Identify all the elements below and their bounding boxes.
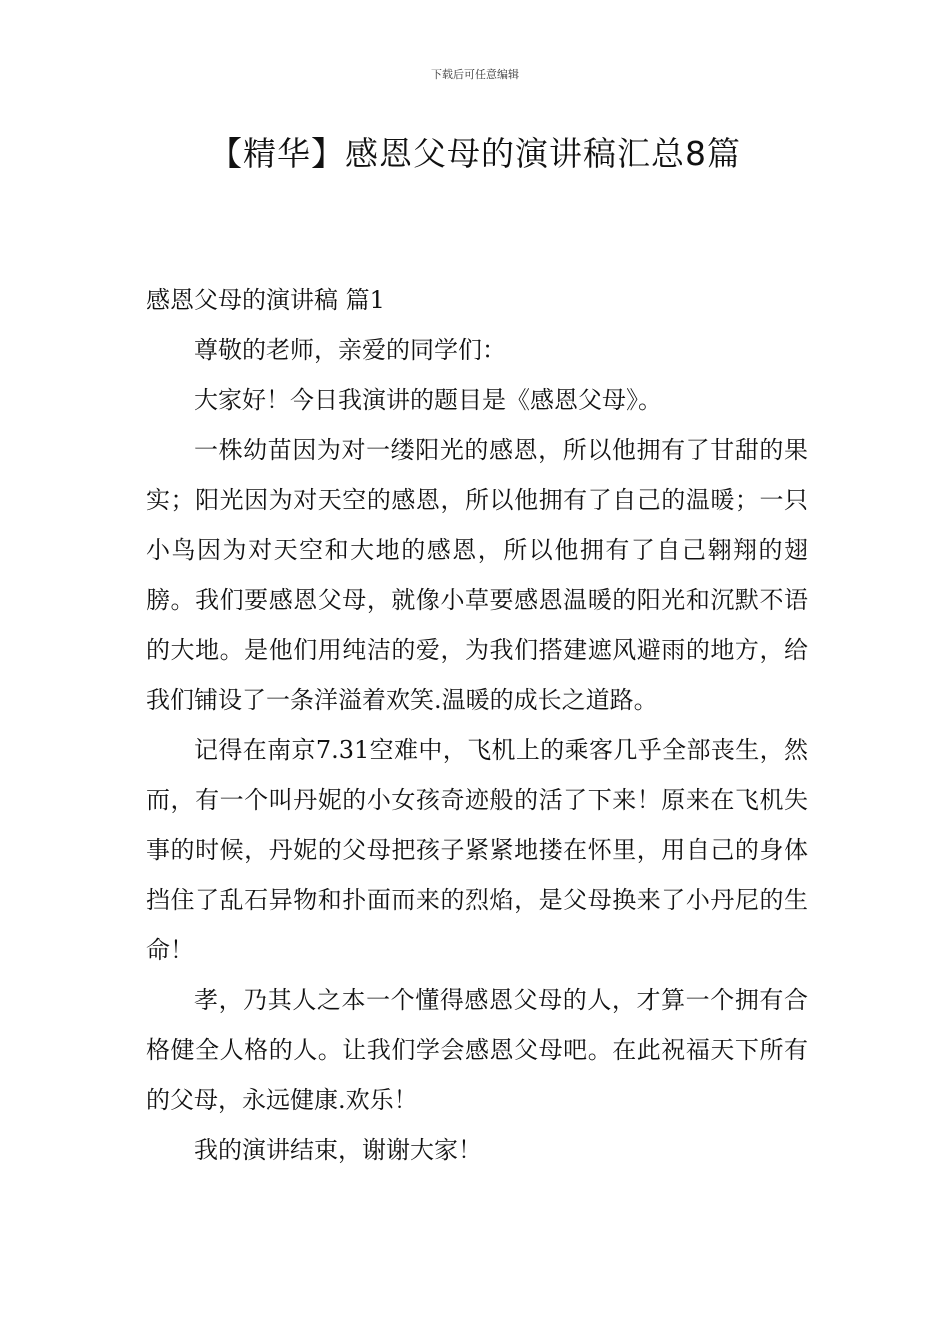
paragraph-air-crash: 记得在南京7.31空难中，飞机上的乘客几乎全部丧生，然而，有一个叫丹妮的小女孩奇迹般的活了下来！原来在飞机失事的时候，丹妮的父母把孩子紧紧地搂在怀里，用自己的身体挡住了乱石异物和扑面而来的烈焰，是父母换来了小丹尼的生命！ [146, 736, 808, 964]
paragraph-closing: 我的演讲结束，谢谢大家！ [194, 1136, 482, 1164]
section-heading: 感恩父母的演讲稿 篇1 [146, 286, 385, 314]
header-note: 下载后可任意编辑 [431, 68, 519, 81]
paragraph-seedling: 一株幼苗因为对一缕阳光的感恩，所以他拥有了甘甜的果实；阳光因为对天空的感恩，所以他拥有了自己的温暖；一只小鸟因为对天空和大地的感恩，所以他拥有了自己翱翔的翅膀。我们要感恩父母，就像小草要感恩温暖的阳光和沉默不语的大地。是他们用纯洁的爱，为我们搭建遮风避雨的地方，给我们铺设了一条洋溢着欢笑.温暖的成长之道路。 [146, 436, 808, 714]
document-body [146, 275, 808, 1175]
document-title: 【精华】感恩父母的演讲稿汇总8篇 [209, 134, 741, 173]
paragraph-intro: 大家好！今日我演讲的题目是《感恩父母》。 [194, 386, 662, 414]
paragraph-filial-piety: 孝，乃其人之本一个懂得感恩父母的人，才算一个拥有合格健全人格的人。让我们学会感恩父母吧。在此祝福天下所有的父母，永远健康.欢乐！ [146, 986, 808, 1114]
paragraph-greeting: 尊敬的老师，亲爱的同学们： [194, 336, 506, 364]
